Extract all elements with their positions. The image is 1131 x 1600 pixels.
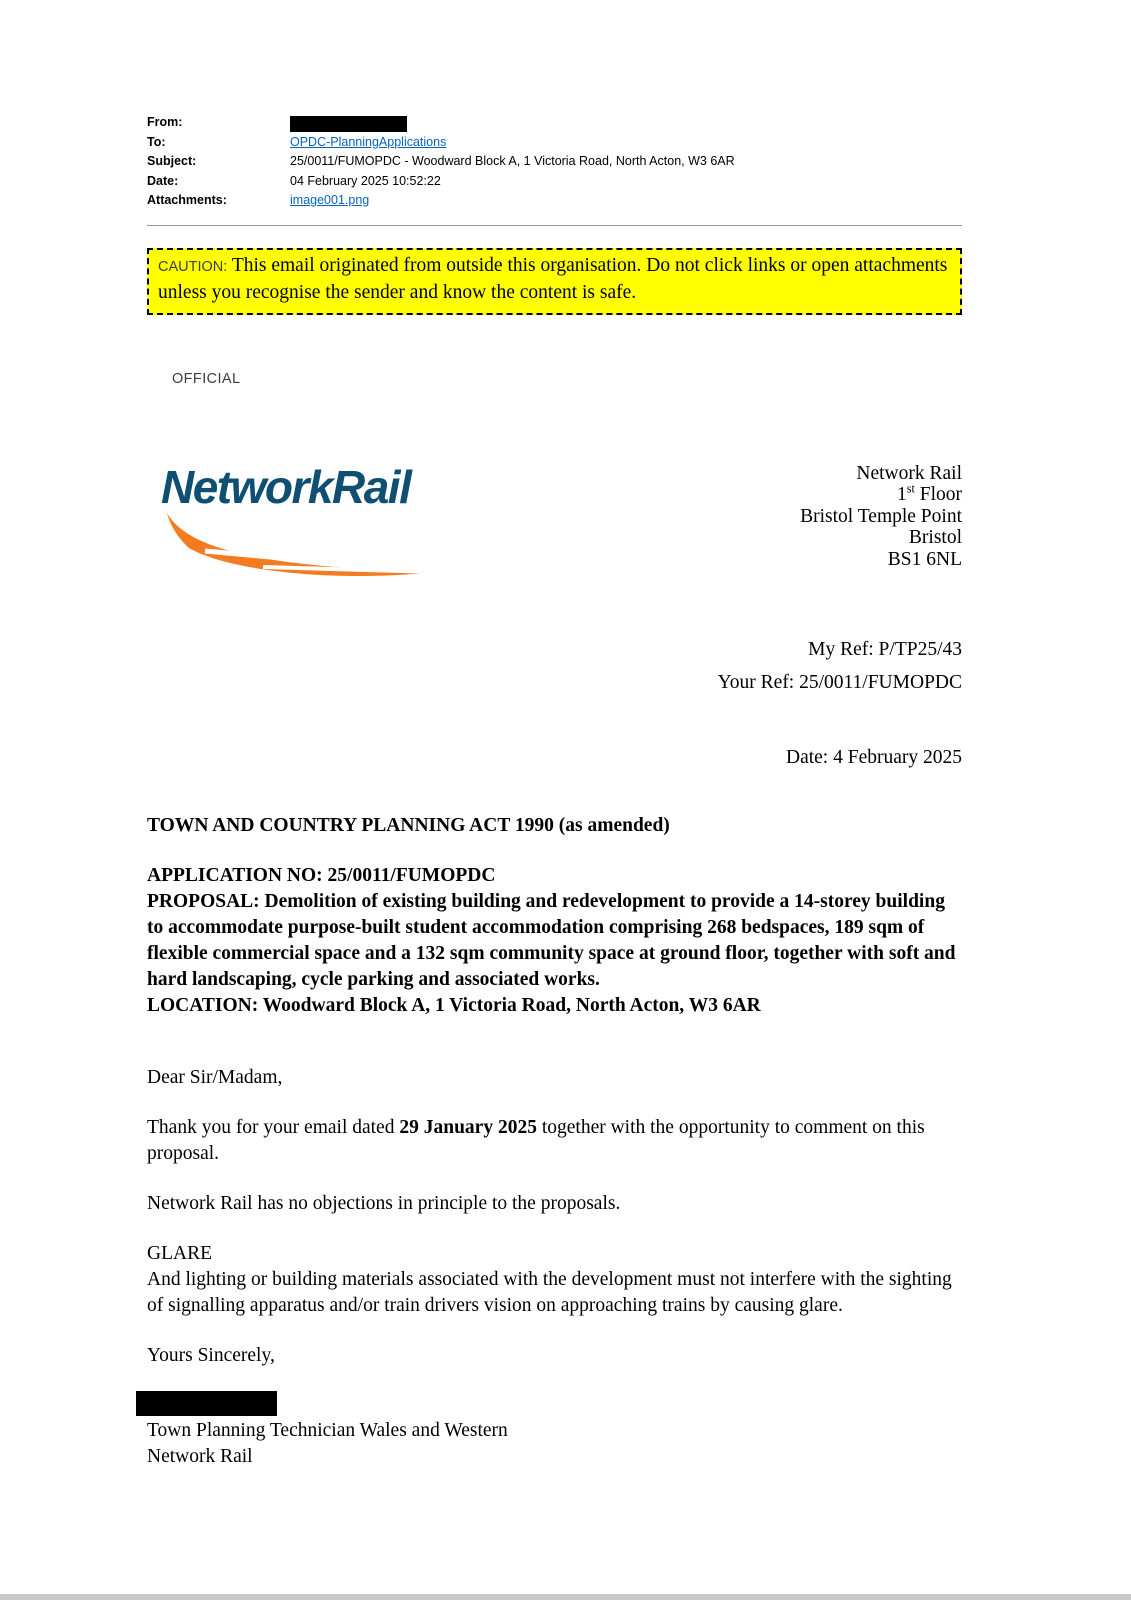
application-block [147,863,962,1019]
paragraph-no-objections: Network Rail has no objections in principle to the proposals. [147,1192,621,1214]
header-divider [147,225,962,226]
letter-body [147,813,962,1470]
date-value: 04 February 2025 10:52:22 [290,173,441,188]
signature-title: Town Planning Technician Wales and Western [147,1419,508,1441]
proposal-text: PROPOSAL: Demolition of existing building and redevelopment to provide a 14-storey building to accommodate purpose-built student accommodation comprising 268 bedspaces, 189 sqm of flexible commercial space and a 132 sqm community space at ground floor, together with soft and hard landscaping, cycle parking and associated works. [147,890,956,990]
date-label: Date: [147,173,179,188]
address-line-org: Network Rail [856,462,962,484]
subject-label: Subject: [147,154,197,168]
address-line-floor: 1st Floor [897,481,962,505]
signature-redacted-bar [136,1391,277,1416]
subject-row [147,152,962,172]
salutation: Dear Sir/Madam, [147,1066,283,1088]
your-ref: Your Ref: 25/0011/FUMOPDC [717,671,962,693]
address-line-building: Bristol Temple Point [800,505,962,527]
application-no: APPLICATION NO: 25/0011/FUMOPDC [147,864,496,886]
glare-text: And lighting or building materials associated with the development must not interfere with the sighting of signalling apparatus and/or train drivers vision on approaching trains by causing glare. [147,1268,952,1316]
email-date-bold: 29 January 2025 [399,1116,537,1138]
from-row [147,113,962,133]
glare-section [147,1241,962,1319]
email-header [147,113,962,211]
date-row [147,172,962,192]
network-rail-logo-graphic [159,463,449,583]
address-line-city: Bristol [908,527,962,548]
to-recipient-link[interactable]: OPDC-PlanningApplications [290,134,447,149]
page-bottom-edge [0,1594,1131,1600]
logo-wordmark: NetworkRail [161,462,411,513]
caution-label: CAUTION: [158,258,228,275]
caution-text: This email originated from outside this organisation. Do not click links or open attachments unless you recognise the sender and know the content is safe. [158,254,948,303]
references [147,638,962,695]
location-text: LOCATION: Woodward Block A, 1 Victoria Road, North Acton, W3 6AR [147,994,761,1016]
caution-banner [147,248,962,315]
attachments-row [147,191,962,211]
letterhead [147,463,962,588]
subject-value: 25/0011/FUMOPDC - Woodward Block A, 1 Victoria Road, North Acton, W3 6AR [290,154,735,168]
from-label: From: [147,115,183,129]
my-ref: My Ref: P/TP25/43 [808,638,962,660]
attachments-label: Attachments: [147,193,227,207]
closing: Yours Sincerely, [147,1344,275,1366]
signature-org: Network Rail [147,1445,253,1467]
address-line-postcode: BS1 6NL [887,548,962,570]
sender-address [800,463,962,571]
to-label: To: [147,134,166,149]
glare-heading: GLARE [147,1242,212,1264]
official-marking: OFFICIAL [172,370,241,387]
paragraph-thanks: Thank you for your email dated 29 January 2025 together with the opportunity to comment on this proposal. [147,1116,925,1164]
from-redacted-bar [290,116,407,132]
signature-block [147,1418,962,1470]
network-rail-logo [159,463,449,588]
attachment-link[interactable]: image001.png [290,193,370,207]
letter-date: Date: 4 February 2025 [786,746,962,768]
to-row [147,133,962,153]
act-heading: TOWN AND COUNTRY PLANNING ACT 1990 (as amended) [147,814,670,836]
